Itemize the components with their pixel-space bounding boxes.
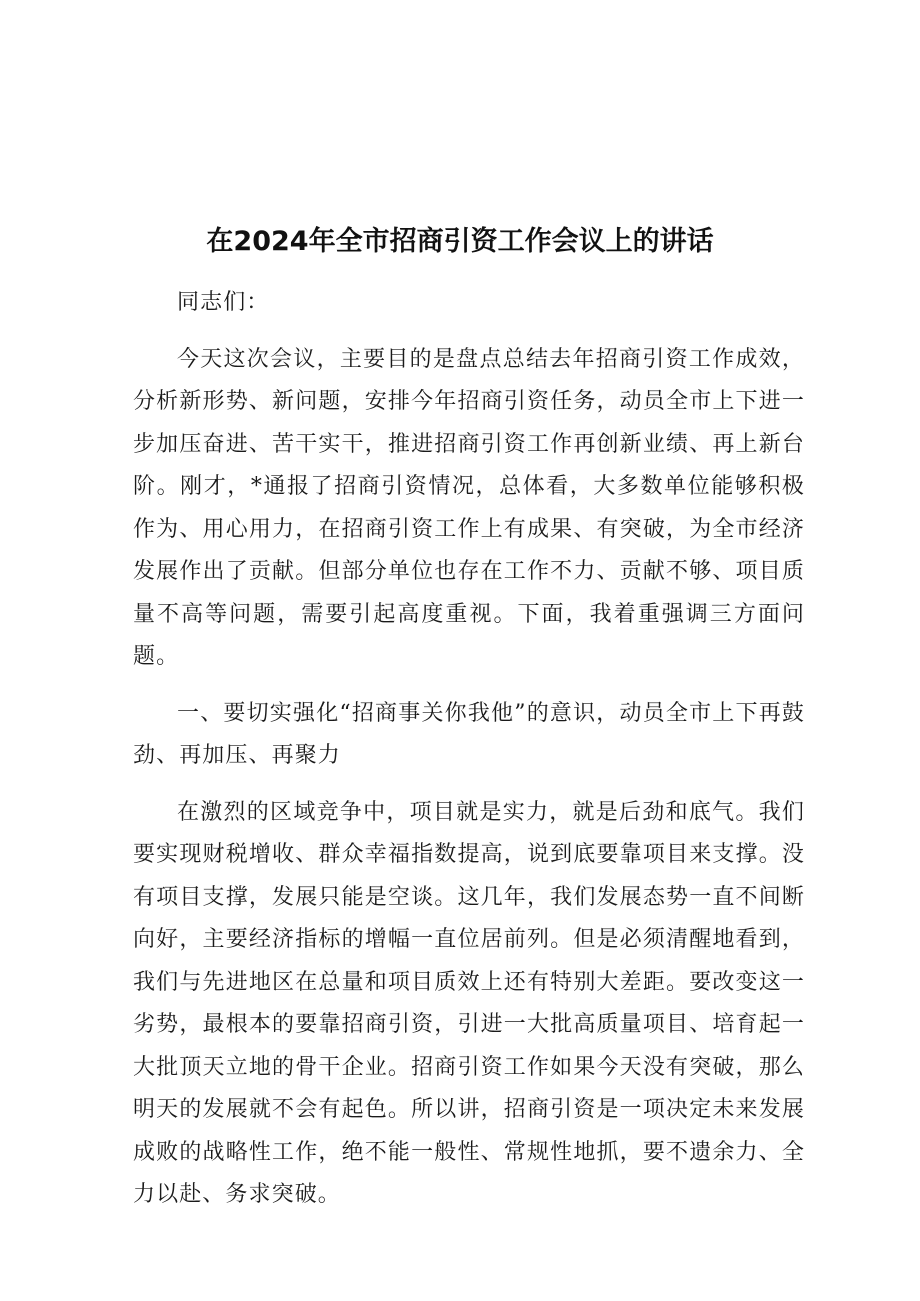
paragraph-section-1: 在激烈的区域竞争中，项目就是实力，就是后劲和底气。我们要实现财税增收、群众幸福指数提高，说到底要靠项目来支撑。没有项目支撑，发展只能是空谈。这几年，我们发展态势一直不间断向好，主要经济指标的增幅一直位居前列。但是必须清醒地看到，我们与先进地区在总量和项目质效上还有特别大差距。要改变这一劣势，最根本的要靠招商引资，引进一大批高质量项目、培育起一大批顶天立地的骨干企业。招商引资工作如果今天没有突破，那么明天的发展就不会有起色。所以讲，招商引资是一项决定未来发展成败的战略性工作，绝不能一般性、常规性地抓，要不遗余力、全力以赴、务求突破。	[133, 799, 805, 1207]
section-heading-1: 一、要切实强化“招商事关你我他”的意识，动员全市上下再鼓劲、再加压、再聚力	[133, 700, 805, 768]
document-title: 在2024年全市招商引资工作会议上的讲话	[206, 226, 714, 257]
paragraph-intro: 今天这次会议，主要目的是盘点总结去年招商引资工作成效，分析新形势、新问题，安排今年招商引资任务，动员全市上下进一步加压奋进、苦干实干，推进招商引资工作再创新业绩、再上新台阶。刚才，*通报了招商引资情况，总体看，大多数单位能够积极作为、用心用力，在招商引资工作上有成果、有突破，为全市经济发展作出了贡献。但部分单位也存在工作不力、贡献不够、项目质量不高等问题，需要引起高度重视。下面，我着重强调三方面问题。	[133, 346, 805, 669]
greeting: 同志们：	[177, 290, 270, 315]
document-body	[133, 282, 805, 1217]
